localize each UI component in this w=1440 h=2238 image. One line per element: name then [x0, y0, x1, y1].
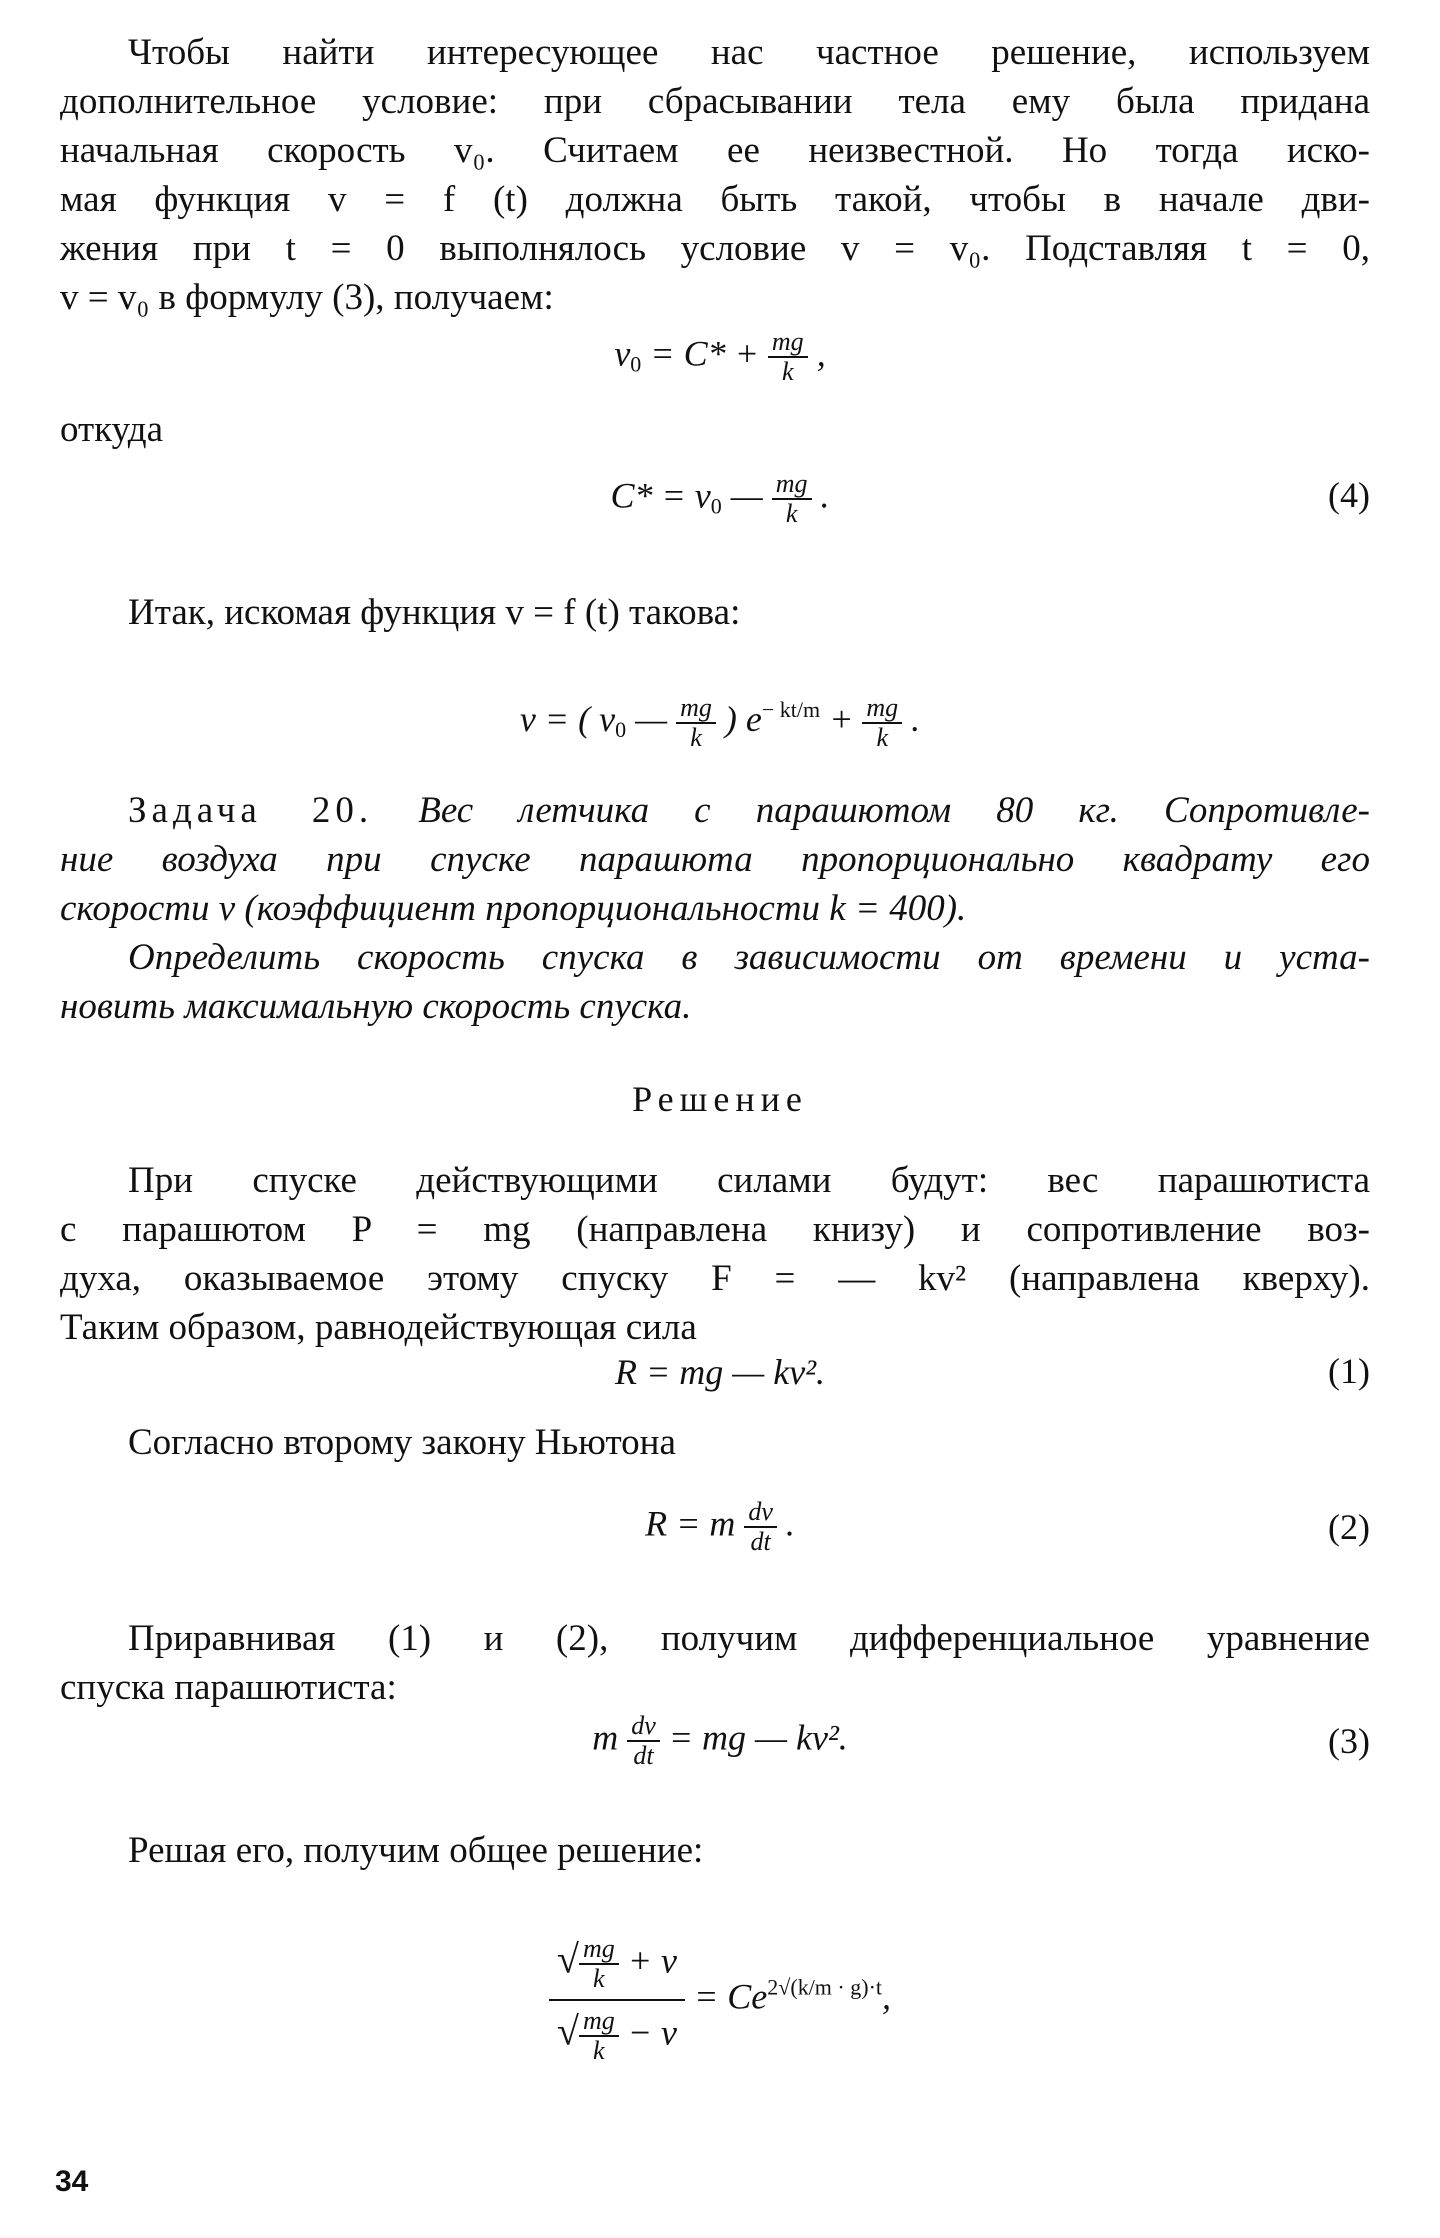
text-line: Чтобы найти интересующее нас частное решение, используем [128, 32, 1370, 73]
text-line: начальная скорость v₀. Считаем ее неизвестной. Но тогда иско- [60, 130, 1370, 171]
equate-paragraph [60, 1614, 1370, 1712]
text-line: Вес летчика с парашютом 80 кг. Сопротивле- [418, 790, 1371, 831]
text-line: с парашютом P = mg (направлена книзу) и сопротивление воз- [60, 1209, 1370, 1250]
equation-3: m $\frac{dv}{dt}$ = mg — kv². [592, 1711, 848, 1770]
equation-number: (4) [1328, 475, 1370, 515]
text-line: духа, оказываемое этому спуску F = — kv² (направлена кверху). [60, 1258, 1370, 1299]
equation-1: R = mg — kv². [614, 1352, 826, 1392]
text-line: новить максимальную скорость спуска. [60, 986, 692, 1027]
text-line: Решая его, получим общее решение: [128, 1830, 704, 1871]
task-label: Задача 20. [128, 790, 374, 831]
solution-paragraph [60, 1156, 1370, 1352]
intro-paragraph [60, 28, 1370, 322]
equation-number: (2) [1328, 1507, 1370, 1547]
equation-c-star: $C* = v_0$ — $\frac{mg}{k}$ . [610, 469, 830, 528]
solution-heading: Решение [632, 1079, 808, 1119]
text-line: v = v₀ в формулу (3), получаем: [60, 277, 554, 318]
big-fraction: √ $\frac{mg}{k}$ + v √ $\frac{mg}{k}$ − v [549, 1935, 685, 2065]
text-line: Согласно второму закону Ньютона [128, 1422, 676, 1463]
equation-v-solution: v = ( $v_0$ — $\frac{mg}{k}$ ) $e^{- kt/m}$ + $\frac{mg}{k}$ . [519, 692, 921, 752]
text-line: ние воздуха при спуске парашюта пропорционально квадрату его [60, 839, 1370, 880]
text-line: При спуске действующими силами будут: вес парашютиста [128, 1160, 1370, 1201]
solving-paragraph [60, 1826, 1370, 1875]
newton-paragraph [60, 1418, 1370, 1467]
text-otkuda: откуда [60, 409, 164, 450]
page-number: 34 [55, 2165, 89, 2198]
text-line: Приравнивая (1) и (2), получим дифференциальное уравнение [128, 1618, 1370, 1659]
text-line: спуска парашютиста: [60, 1667, 397, 1708]
itak-paragraph [60, 588, 1370, 637]
text-line: Определить скорость спуска в зависимости от времени и уста- [128, 937, 1370, 978]
text-line: Таким образом, равнодействующая сила [60, 1307, 697, 1348]
text-line: дополнительное условие: при сбрасывании тела ему была придана [60, 81, 1370, 122]
text-line: Итак, искомая функция v = f (t) такова: [128, 592, 741, 633]
equation-number: (3) [1328, 1721, 1370, 1761]
text-line: жения при t = 0 выполнялось условие v = v₀. Подставляя t = 0, [60, 228, 1370, 269]
equation-general-solution: √ $\frac{mg}{k}$ + v √ $\frac{mg}{k}$ − v = $Ce^{2√(k/m \cdot g)\cdot t}$, [0, 1935, 1440, 2115]
text-line: скорости v (коэффициент пропорциональности k = 400). [60, 888, 967, 929]
task-20 [60, 786, 1370, 1031]
equation-2: R = m $\frac{dv}{dt}$ . [645, 1497, 795, 1556]
equation-number: (1) [1328, 1351, 1370, 1391]
text-line: мая функция v = f (t) должна быть такой, чтобы в начале дви- [60, 179, 1370, 220]
equation-v0: $v_0 = C*$ + $\frac{mg}{k}$ , [614, 327, 826, 386]
